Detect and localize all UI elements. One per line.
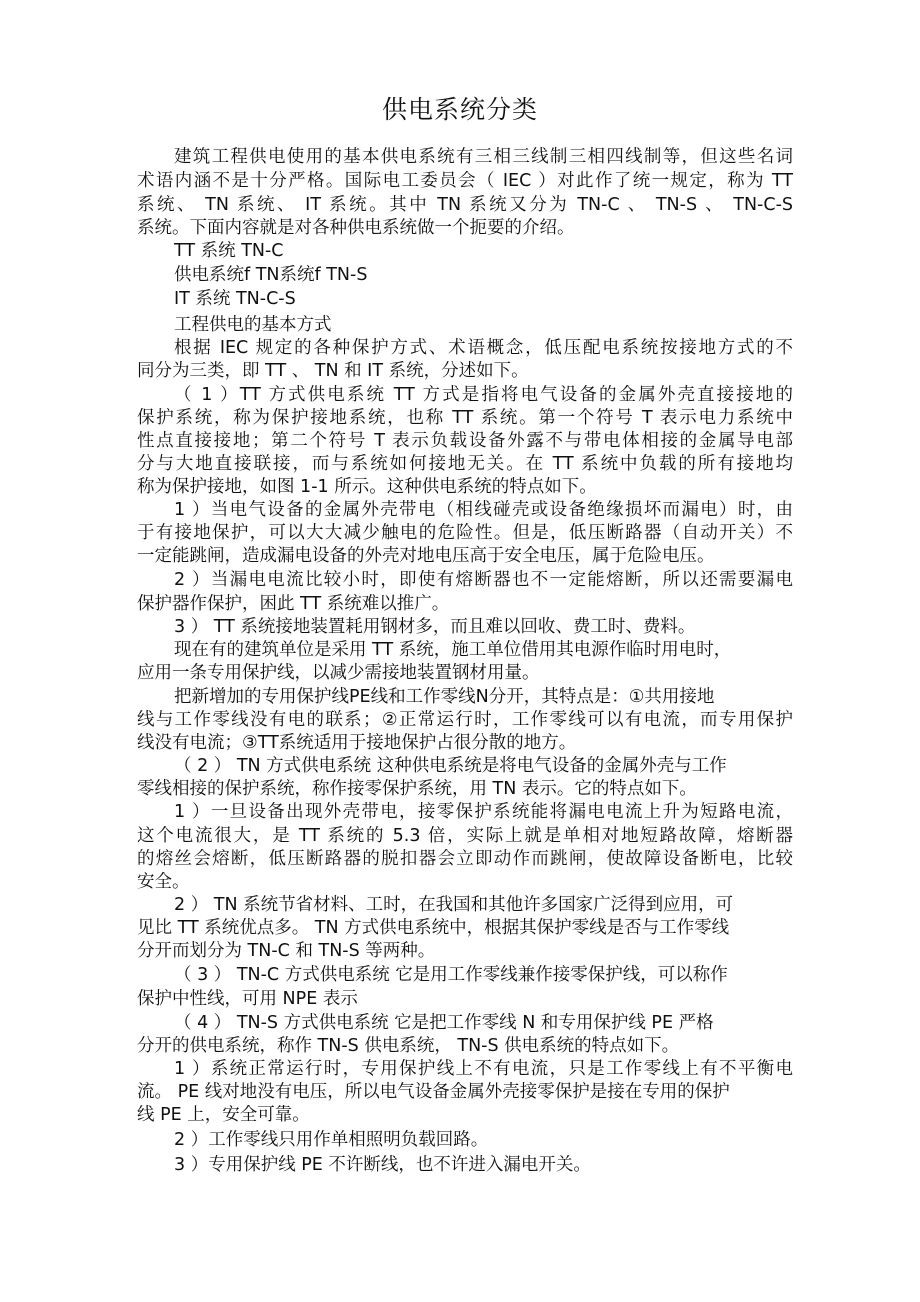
text-line: 1 ）一旦设备出现外壳带电，接零保护系统能将漏电电流上升为短路电流， bbox=[174, 802, 793, 822]
text-line: 3 ）专用保护线 PE 不许断线，也不许进入漏电开关。 bbox=[174, 1155, 591, 1175]
text-line: 2 ）当漏电电流比较小时，即使有熔断器也不一定能熔断，所以还需要漏电 bbox=[174, 570, 793, 590]
text-line: 于有接地保护，可以大大减少触电的危险性。但是，低压断路器（自动开关）不 bbox=[137, 523, 793, 543]
text-line: 见比 TT 系统优点多。 TN 方式供电系统中，根据其保护零线是否与工作零线 bbox=[137, 918, 730, 938]
text-line: （ 1 ）TT 方式供电系统 TT 方式是指将电气设备的金属外壳直接接地的 bbox=[174, 385, 793, 405]
text-line: 流。 PE 线对地没有电压，所以电气设备金属外壳接零保护是接在专用的保护 bbox=[137, 1082, 730, 1102]
text-line: 安全。 bbox=[137, 872, 190, 892]
text-line: 保护中性线，可用 NPE 表示 bbox=[137, 989, 358, 1009]
text-line: 线 PE 上，安全可靠。 bbox=[137, 1105, 310, 1125]
text-line: （ 3 ） TN-C 方式供电系统 它是用工作零线兼作接零保护线，可以称作 bbox=[174, 965, 728, 985]
page-title: 供电系统分类 bbox=[381, 95, 538, 124]
text-line: 的熔丝会熔断，低压断路器的脱扣器会立即动作而跳闸，使故障设备断电，比较 bbox=[137, 849, 793, 869]
text-line: 分开而划分为 TN-C 和 TN-S 等两种。 bbox=[137, 941, 436, 961]
text-line: 建筑工程供电使用的基本供电系统有三相三线制三相四线制等，但这些名词 bbox=[174, 147, 793, 167]
text-line: 这个电流很大，是 TT 系统的 5.3 倍，实际上就是单相对地短路故障，熔断器 bbox=[137, 826, 793, 846]
text-line: 线与工作零线没有电的联系；②正常运行时，工作零线可以有电流，而专用保护 bbox=[137, 710, 793, 730]
text-line: 称为保护接地，如图 1-1 所示。这种供电系统的特点如下。 bbox=[137, 477, 597, 497]
text-line: 2 ） TN 系统节省材料、工时，在我国和其他许多国家广泛得到应用，可 bbox=[174, 895, 734, 915]
text-line: 保护器作保护，困此 TT 系统难以推广。 bbox=[137, 594, 450, 614]
text-line: 现在有的建筑单位是采用 TT 系统，施工单位借用其电源作临时用电时， bbox=[174, 640, 732, 660]
text-line: 同分为三类，即 TT 、 TN 和 IT 系统，分述如下。 bbox=[137, 361, 529, 381]
text-line: （ 2 ） TN 方式供电系统 这种供电系统是将电气设备的金属外壳与工作 bbox=[174, 756, 727, 776]
text-line: 系统、 TN 系统、 IT 系统。其中 TN 系统又分为 TN-C 、 TN-S 、 TN-C-S bbox=[137, 195, 793, 215]
text-line: 一定能跳闸，造成漏电设备的外壳对地电压高于安全电压，属于危险电压。 bbox=[137, 546, 715, 566]
text-line: （ 4 ） TN-S 方式供电系统 它是把工作零线 N 和专用保护线 PE 严格 bbox=[174, 1013, 714, 1033]
text-line: 2 ）工作零线只用作单相照明负载回路。 bbox=[174, 1130, 489, 1150]
text-line: TT 系统 TN-C bbox=[174, 241, 284, 261]
text-line: 性点直接接地；第二个符号 T 表示负载设备外露不与带电体相接的金属导电部 bbox=[137, 431, 793, 451]
text-line: 应用一条专用保护线，以减少需接地装置钢材用量。 bbox=[137, 663, 540, 683]
text-line: 零线相接的保护系统，称作接零保护系统，用 TN 表示。它的特点如下。 bbox=[137, 779, 697, 799]
text-line: 分开的供电系统，称作 TN-S 供电系统， TN-S 供电系统的特点如下。 bbox=[137, 1036, 680, 1056]
text-line: 线没有电流；③TT系统适用于接地保护占很分散的地方。 bbox=[137, 733, 577, 753]
text-line: 系统。下面内容就是对各种供电系统做一个扼要的介绍。 bbox=[137, 218, 575, 238]
text-line: 术语内涵不是十分严格。国际电工委员会（ IEC ）对此作了统一规定，称为 TT bbox=[137, 171, 793, 191]
text-line: 1 ）系统正常运行时，专用保护线上不有电流，只是工作零线上有不平衡电 bbox=[174, 1059, 793, 1079]
text-line: 3 ） TT 系统接地装置耗用钢材多，而且难以回收、费工时、费料。 bbox=[174, 617, 696, 637]
text-line: 分与大地直接联接，而与系统如何接地无关。在 TT 系统中负载的所有接地均 bbox=[137, 454, 793, 474]
text-line: 把新增加的专用保护线PE线和工作零线N分开，其特点是：①共用接地 bbox=[174, 687, 715, 707]
text-line: 供电系统f TN系统f TN-S bbox=[174, 265, 368, 285]
text-line: 1 ）当电气设备的金属外壳带电（相线碰壳或设备绝缘损坏而漏电）时，由 bbox=[174, 500, 793, 520]
text-line: 工程供电的基本方式 bbox=[174, 315, 332, 335]
text-line: 保护系统，称为保护接地系统，也称 TT 系统。第一个符号 T 表示电力系统中 bbox=[137, 408, 793, 428]
text-line: IT 系统 TN-C-S bbox=[174, 289, 296, 309]
text-line: 根据 IEC 规定的各种保护方式、术语概念，低压配电系统按接地方式的不 bbox=[174, 338, 793, 358]
